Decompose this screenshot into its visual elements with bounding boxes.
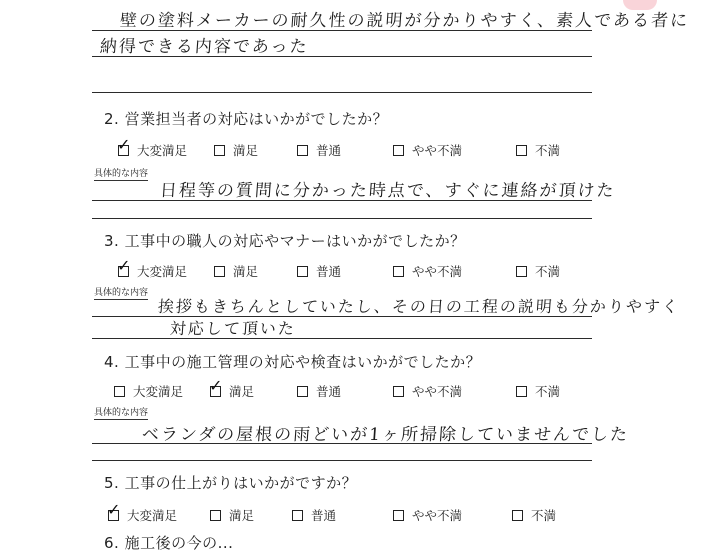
checkbox[interactable] [297, 266, 308, 277]
q2-option-somewhat-dissatisfied[interactable]: やや不満 [393, 141, 462, 159]
answer-rule [92, 92, 592, 93]
answer-rule [92, 316, 592, 317]
checkmark-icon: ✓ [117, 256, 131, 275]
checkbox[interactable] [393, 145, 404, 156]
q2-detail-label: 具体的な内容 [94, 166, 148, 181]
question-4: 4. 工事中の施工管理の対応や検査はいかがでしたか？ [104, 353, 482, 371]
question-5: 5. 工事の仕上がりはいかがですか？ [104, 474, 358, 492]
checkbox[interactable] [107, 500, 121, 521]
q3-option-somewhat-dissatisfied[interactable]: やや不満 [393, 262, 462, 280]
q5-option-dissatisfied[interactable]: 不満 [512, 506, 556, 524]
q4-option-somewhat-dissatisfied[interactable]: やや不満 [393, 382, 462, 400]
checkbox[interactable] [516, 145, 527, 156]
checkmark-icon: ✓ [209, 376, 223, 395]
question-2: 2. 営業担当者の対応はいかがでしたか？ [104, 110, 389, 128]
checkbox[interactable] [516, 266, 527, 277]
checkmark-icon: ✓ [117, 135, 131, 154]
question-3: 3. 工事中の職人の対応やマナーはいかがでしたか？ [104, 232, 466, 250]
q3-option-very-satisfied[interactable]: ✓ 大変満足 [117, 256, 188, 279]
answer-rule [92, 56, 592, 57]
handwritten-answer-q1-line2: 納得できる内容であった [99, 37, 310, 57]
q4-detail-label: 具体的な内容 [94, 405, 148, 420]
handwritten-answer-q2: 日程等の質問に分かった時点で、すぐに連絡が頂けた [159, 181, 617, 201]
checkbox[interactable] [117, 256, 131, 277]
answer-rule [92, 338, 592, 339]
q4-option-satisfied[interactable]: ✓ 満足 [209, 376, 255, 399]
answer-rule [92, 218, 592, 219]
answer-rule [92, 200, 592, 201]
checkbox[interactable] [393, 266, 404, 277]
q3-option-satisfied[interactable]: 満足 [214, 262, 258, 280]
checkbox[interactable] [512, 510, 523, 521]
q5-option-satisfied[interactable]: 満足 [210, 506, 254, 524]
checkbox[interactable] [297, 386, 308, 397]
q4-option-very-satisfied[interactable]: 大変満足 [114, 382, 183, 400]
handwritten-answer-q4: ベランダの屋根の雨どいが1ヶ所掃除していませんでした [141, 425, 630, 445]
answer-rule [92, 30, 592, 31]
q4-option-dissatisfied[interactable]: 不満 [516, 382, 560, 400]
checkbox[interactable] [210, 510, 221, 521]
checkbox[interactable] [117, 135, 131, 156]
checkbox[interactable] [393, 386, 404, 397]
handwritten-answer-q1-line1: 壁の塗料メーカーの耐久性の説明が分かりやすく、素人である者に [119, 11, 690, 31]
checkbox[interactable] [516, 386, 527, 397]
checkbox[interactable] [292, 510, 303, 521]
checkbox[interactable] [214, 266, 225, 277]
checkmark-icon: ✓ [107, 500, 121, 519]
handwritten-answer-q3-line1: 挨拶もきちんとしていたし、その日の工程の説明も分かりやすく [157, 297, 681, 316]
q2-option-very-satisfied[interactable]: ✓ 大変満足 [117, 135, 188, 158]
q3-option-normal[interactable]: 普通 [297, 262, 341, 280]
checkbox[interactable] [209, 376, 223, 397]
handwritten-answer-q3-line2: 対応して頂いた [169, 319, 297, 338]
q5-option-very-satisfied[interactable]: ✓ 大変満足 [107, 500, 178, 523]
checkbox[interactable] [393, 510, 404, 521]
q2-option-satisfied[interactable]: 満足 [214, 141, 258, 159]
checkbox[interactable] [114, 386, 125, 397]
checkbox[interactable] [297, 145, 308, 156]
q5-option-somewhat-dissatisfied[interactable]: やや不満 [393, 506, 462, 524]
q4-option-normal[interactable]: 普通 [297, 382, 341, 400]
question-6-partial: 6. 施工後の今の... [104, 534, 234, 552]
q2-option-dissatisfied[interactable]: 不満 [516, 141, 560, 159]
checkbox[interactable] [214, 145, 225, 156]
q5-option-normal[interactable]: 普通 [292, 506, 336, 524]
answer-rule [92, 460, 592, 461]
answer-rule [92, 443, 592, 444]
q3-detail-label: 具体的な内容 [94, 285, 148, 300]
q2-option-normal[interactable]: 普通 [297, 141, 341, 159]
q3-option-dissatisfied[interactable]: 不満 [516, 262, 560, 280]
